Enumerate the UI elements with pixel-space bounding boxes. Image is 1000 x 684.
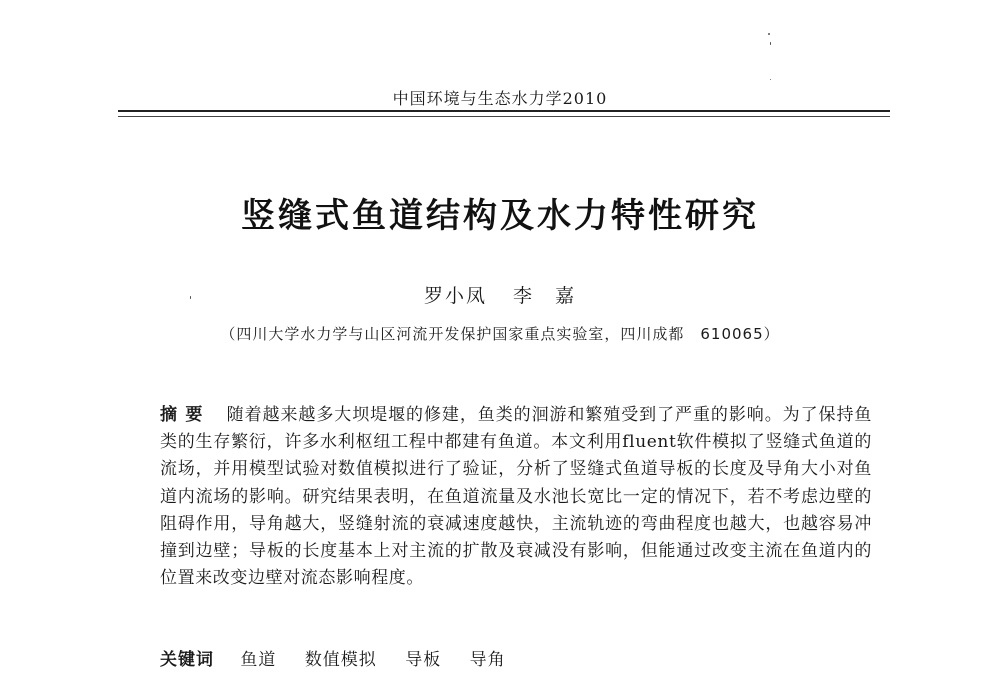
keyword-4: 导角 — [469, 650, 506, 670]
scan-speck — [768, 33, 770, 35]
abstract-label: 摘要 — [160, 405, 211, 425]
scan-speck — [770, 42, 771, 45]
header-rule-thin — [118, 116, 890, 117]
keyword-2: 数值模拟 — [304, 650, 377, 670]
authors — [0, 281, 1000, 308]
paper-title: 竖缝式鱼道结构及水力特性研究 — [241, 196, 759, 236]
keyword-1: 鱼道 — [240, 650, 277, 670]
keyword-3: 导板 — [405, 650, 442, 670]
author-2: 李 嘉 — [513, 285, 577, 307]
running-header: 中国环境与生态水力学2010 — [392, 89, 608, 108]
author-1: 罗小凤 — [423, 285, 487, 307]
abstract-block — [160, 402, 872, 592]
keywords-label: 关键词 — [160, 650, 214, 670]
header-rule-thick — [118, 110, 890, 112]
keywords-line — [160, 645, 872, 670]
scan-speck — [190, 296, 191, 299]
affiliation: （四川大学水力学与山区河流开发保护国家重点实验室，四川成都 610065） — [220, 325, 780, 343]
abstract-text: 随着越来越多大坝堤堰的修建，鱼类的洄游和繁殖受到了严重的影响。为了保持鱼类的生存繁衍，许多水利枢纽工程中都建有鱼道。本文利用fluent软件模拟了竖缝式鱼道的流场，并用模型试验对数值模拟进行了验证，分析了竖缝式鱼道导板的长度及导角大小对鱼道内流场的影响。研究结果表明，在鱼道流量及水池长宽比一定的情况下，若不考虑边壁的阻碍作用，导角越大，竖缝射流的衰减速度越快，主流轨迹的弯曲程度也越大，也越容易冲撞到边壁；导板的长度基本上对主流的扩散及衰减没有影响，但能通过改变主流在鱼道内的位置来改变边壁对流态影响程度。 — [160, 405, 872, 589]
scan-speck — [770, 79, 771, 80]
